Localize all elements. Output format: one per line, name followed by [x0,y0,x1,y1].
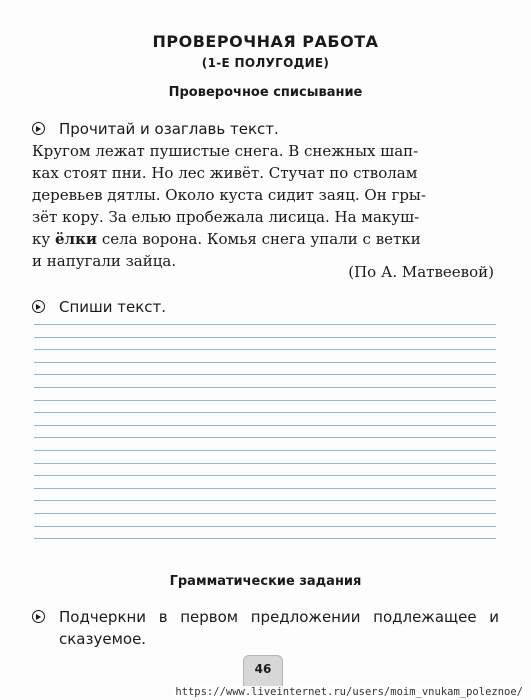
writing-line [34,475,496,476]
task-read-and-title [32,118,279,140]
writing-line [34,412,496,413]
source-watermark: https://www.liveinternet.ru/users/moim_vnukam_poleznoe/ [175,686,523,698]
writing-line [34,500,496,501]
writing-line [34,425,496,426]
writing-line [34,349,496,350]
writing-line [34,362,496,363]
writing-line [34,387,496,388]
passage-line [32,228,494,250]
passage-line: зёт кору. За елью пробежала лисица. На макуш- [32,208,420,226]
passage-line: Кругом лежат пушистые снега. В снежных шап- [32,142,419,160]
writing-line [34,463,496,464]
page-number-badge: 46 [243,655,283,691]
page-title: ПРОВЕРОЧНАЯ РАБОТА [152,32,379,51]
writing-line [34,526,496,527]
play-bullet-icon [32,300,45,313]
passage-author: (По А. Матвеевой) [348,263,494,281]
task-text: Прочитай и озаглавь текст. [59,120,279,138]
task-underline [32,606,502,650]
writing-line [34,488,496,489]
writing-line [34,337,496,338]
writing-line [34,450,496,451]
section-title-copying: Проверочное списывание [168,85,363,100]
passage-line: ках стоят пни. Но лес живёт. Стучат по стволам [32,164,418,182]
writing-line [34,437,496,438]
writing-line [34,374,496,375]
writing-line [34,538,496,539]
play-bullet-icon [32,610,45,623]
writing-line [34,513,496,514]
passage-line: деревьев дятлы. Около куста сидит заяц. Он гры- [32,186,426,204]
section-title-grammar: Грамматические задания [169,574,362,589]
reading-passage [32,140,494,272]
writing-line [34,324,496,325]
play-bullet-icon [32,122,45,135]
task-text: Подчеркни в первом предложении подлежащее и сказуемое. [59,608,499,648]
passage-fragment: ку [32,230,55,248]
task-copy-text [32,296,166,318]
passage-bold-word: ёлки [54,230,98,248]
page-subtitle: (1-Е ПОЛУГОДИЕ) [201,56,330,70]
writing-line [34,400,496,401]
task-text: Спиши текст. [59,298,167,316]
passage-line: и напугали зайца. [32,252,177,270]
passage-fragment: села ворона. Комья снега упали с ветки [97,230,421,248]
